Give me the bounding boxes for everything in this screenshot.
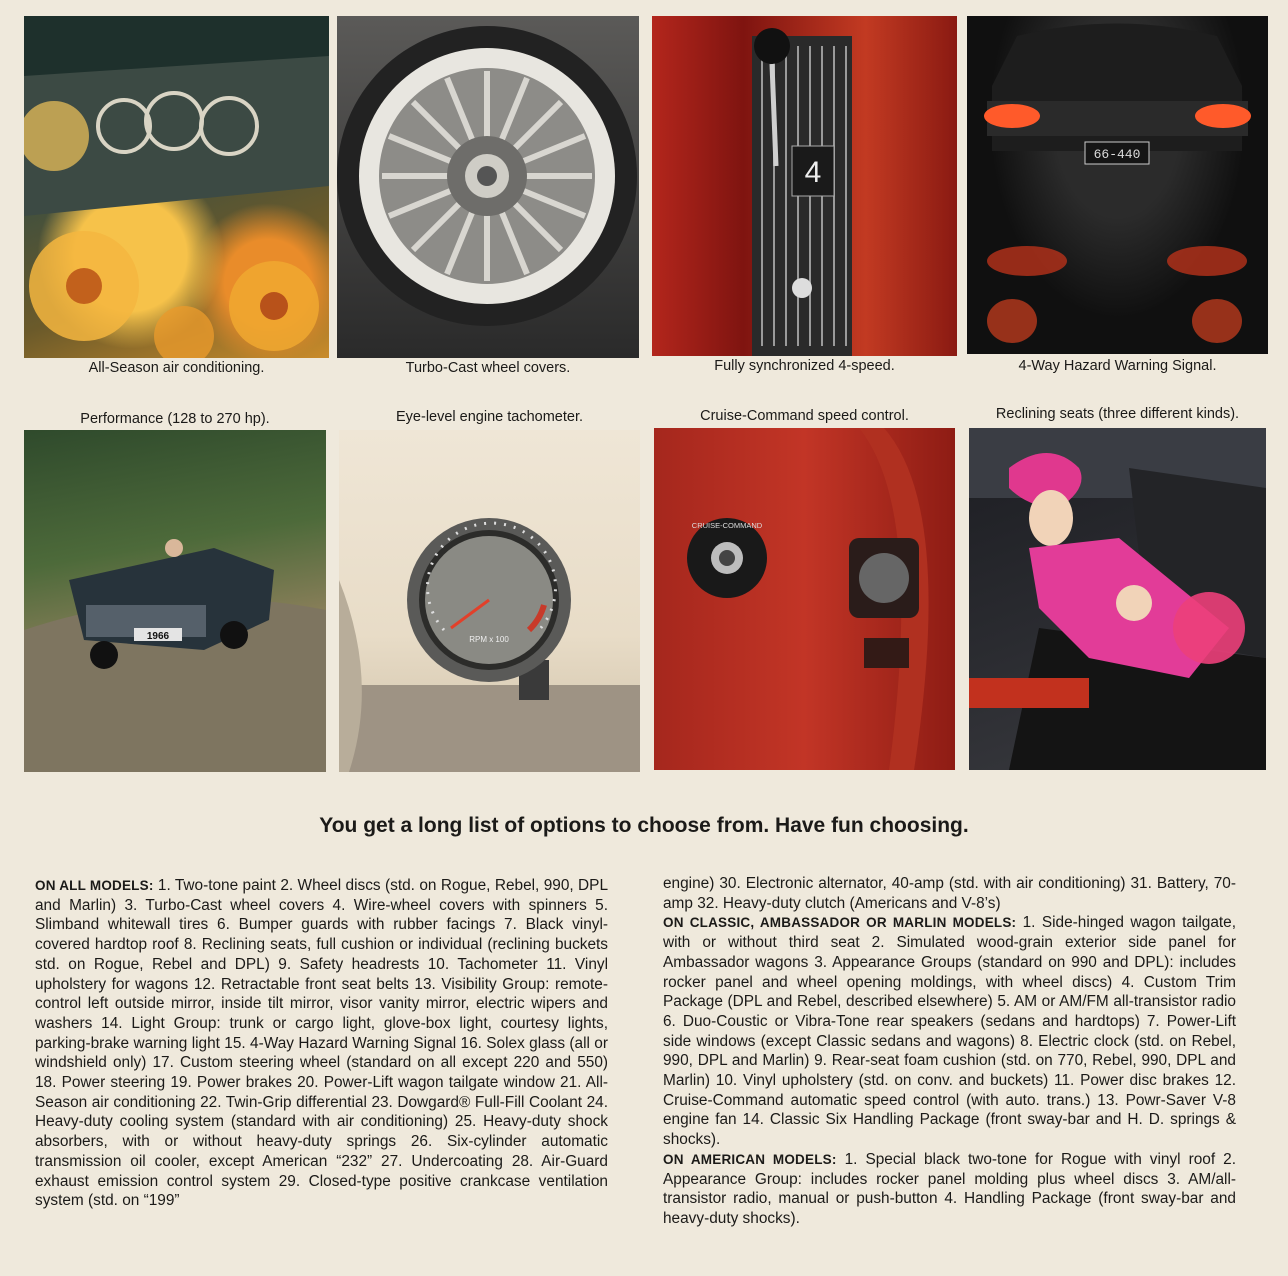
shifter-illustration [652, 16, 957, 356]
caption-4-speed: Fully synchronized 4-speed. [714, 358, 895, 374]
shift-pattern-label: 4 [804, 156, 822, 189]
caption-hazard-signal: 4-Way Hazard Warning Signal. [1018, 358, 1217, 374]
all-models-list-continued: engine) 30. Electronic alternator, 40-amp (std. with air conditioning) 31. Battery, 70-amp 32. Heavy-duty clutch (Americans and V-8’s) [663, 875, 1236, 912]
tachometer-illustration [339, 430, 640, 772]
cruise-command-illustration [654, 428, 955, 770]
caption-air-conditioning: All-Season air conditioning. [88, 360, 265, 376]
photo-4-speed [652, 16, 957, 356]
photo-cruise-command [654, 428, 955, 770]
photo-performance [24, 430, 326, 772]
all-models-list: 1. Two-tone paint 2. Wheel discs (std. on Rogue, Rebel, 990, DPL and Marlin) 3. Turbo-Cast wheel covers 4. Wire-wheel covers with spinners 5. Slimband whitewall tires 6. Bumper guards with rubber facings 7. Black vinyl-covered hardtop roof 8. Reclining seats, full cushion or individual (reclining buckets std. on Rogue, Rebel and DPL) 9. Safety headrests 10. Tachometer 11. Vinyl upholstery for wagons 12. Retractable front seat belts 13. Visibility Group: remote-control left outside mirror, inside tilt mirror, visor vanity mirror, electric wipers and washers 14. Light Group: trunk or cargo light, glove-box light, courtesy lights, parking-brake warning light 15. 4-Way Hazard Warning Signal 16. Solex glass (all or windshield only) 17. Custom steering wheel (standard on all except 220 and 550) 18. Power steering 19. Power brakes 20. Power-Lift wagon tailgate window 21. All-Season air conditioning 22. Twin-Grip differential 23. Dowgard® Full-Fill Coolant 24. Heavy-duty cooling system (standard with air conditioning) 25. Heavy-duty shock absorbers, with or without heavy-duty springs 26. Six-cylinder automatic transmission oil cooler, except American “232” 27. Undercoating 28. Air-Guard exhaust emission control system 29. Closed-type positive crankcase ventilation system (std. on “199” [35, 877, 608, 1210]
tach-rpm-label: RPM x 100 [469, 635, 509, 644]
reclining-seat-illustration [969, 428, 1266, 770]
caption-cruise-command: Cruise-Command speed control. [700, 408, 909, 424]
photo-hazard-signal [967, 16, 1268, 354]
classic-models-list: 1. Side-hinged wagon tailgate, with or without third seat 2. Simulated wood-grain exterior side panel for Ambassador wagons 3. Appearance Groups (standard on 990 and DPL): includes rocker panel and wheel opening moldings, with wheel discs) 4. Custom Trim Package (DPL and Rebel, described elsewhere) 5. AM or AM/FM all-transistor radio 6. Duo-Coustic or Vibra-Tone rear speakers (sedans and hardtops) 7. Power-Lift side windows (except Classic sedans and wagons) 8. Electric clock (std. on Rebel, 990, DPL and Marlin) 9. Rear-seat foam cushion (std. on 770, Rebel, 990, DPL and Marlin) 10. Vinyl upholstery (std. on conv. and buckets) 11. Power disc brakes 12. Cruise-Command automatic speed control (with auto. trans.) 13. Powr-Saver V-8 engine fan 14. Classic Six Handling Package (front sway-bar and H. D. springs & shocks). [663, 914, 1236, 1149]
caption-performance: Performance (128 to 270 hp). [80, 411, 270, 427]
hazard-illustration [967, 16, 1268, 354]
american-models-list: 1. Special black two-tone for Rogue with vinyl roof 2. Appearance Group: includes rocker panel molding plus wheel discs 3. AM/all-transistor radio, manual or push-button 4. Handling Package (front sway-bar and heavy-duty shocks). [663, 1150, 1237, 1227]
air-conditioning-illustration [24, 16, 329, 358]
plate-front-label: 1966 [146, 631, 170, 642]
convertible-car-illustration [24, 430, 326, 772]
wheel-cover-illustration [337, 16, 639, 358]
american-models-heading: ON AMERICAN MODELS: [663, 1151, 837, 1167]
caption-tachometer: Eye-level engine tachometer. [396, 409, 583, 425]
caption-reclining-seats: Reclining seats (three different kinds). [995, 406, 1240, 422]
options-column-left [35, 876, 608, 1211]
caption-wheel-covers: Turbo-Cast wheel covers. [405, 360, 571, 376]
options-column-right [663, 874, 1236, 1229]
classic-models-heading: ON CLASSIC, AMBASSADOR OR MARLIN MODELS: [663, 915, 1017, 931]
headline: You get a long list of options to choose from. Have fun choosing. [319, 814, 969, 837]
cruise-badge-label: CRUISE-COMMAND [691, 521, 763, 530]
photo-wheel-covers [337, 16, 639, 358]
photo-reclining-seats [969, 428, 1266, 770]
all-models-heading: ON ALL MODELS: [35, 878, 154, 893]
plate-rear-label: 66-440 [1093, 147, 1141, 162]
photo-tachometer [339, 430, 640, 772]
photo-air-conditioning [24, 16, 329, 358]
